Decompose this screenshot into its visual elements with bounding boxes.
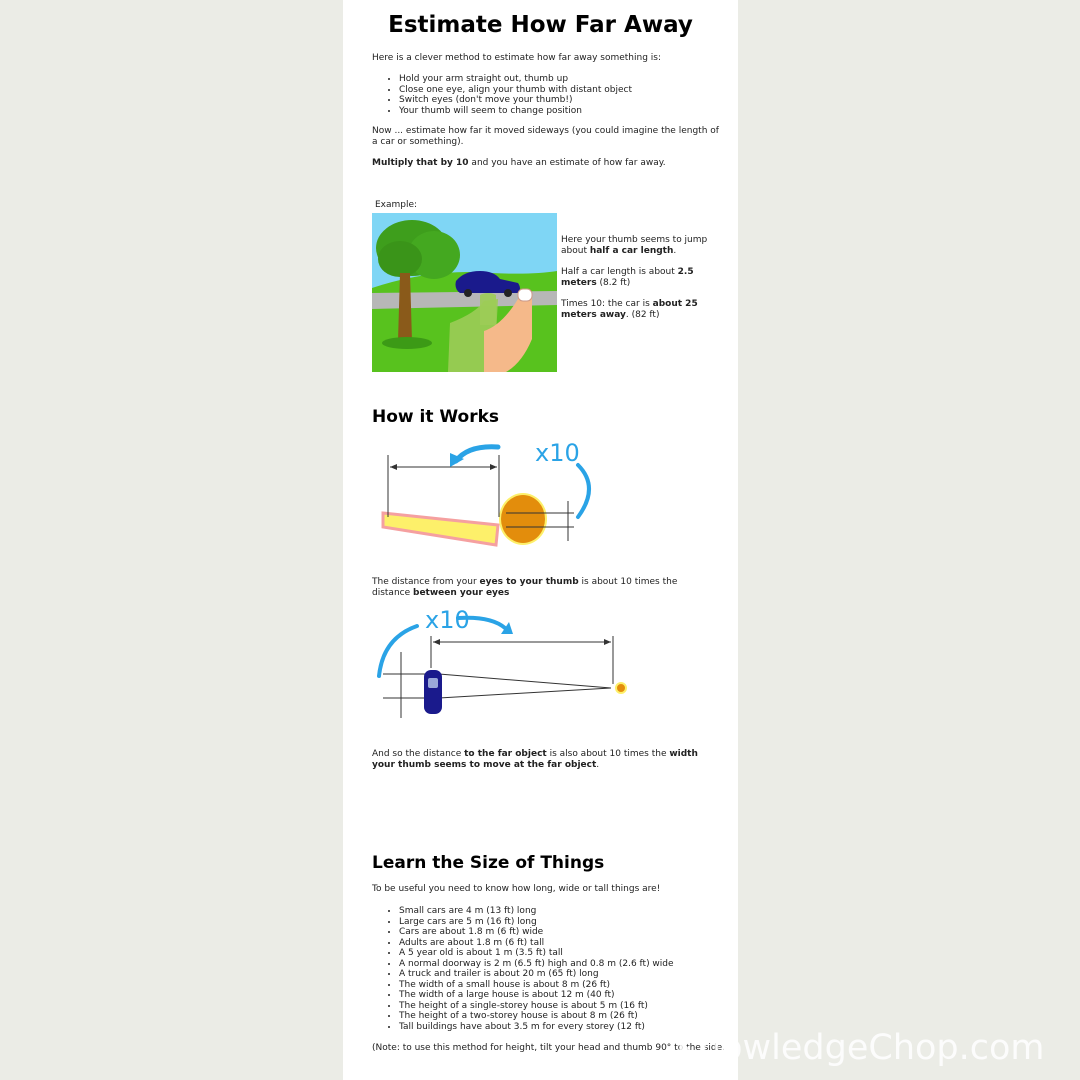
sizes-intro: To be useful you need to know how long, wide or tall things are! — [372, 884, 661, 894]
list-item: • The height of a single-storey house is about 5 m (16 ft) — [399, 1001, 759, 1012]
sizes-note: (Note: to use this method for height, tilt your head and thumb 90° to the side. — [372, 1043, 725, 1053]
list-item: • A normal doorway is 2 m (6.5 ft) high and 0.8 m (2.6 ft) wide — [399, 959, 759, 970]
multiply-rest: and you have an estimate of how far away. — [468, 158, 666, 168]
far-object-explanation: And so the distance to the far object is also about 10 times the width your thumb seems to move at the far object. — [372, 749, 698, 770]
list-item: • A 5 year old is about 1 m (3.5 ft) tall — [399, 948, 759, 959]
multiplier-label: x10 — [535, 439, 580, 467]
estimate-text: Now ... estimate how far it moved sideways (you could imagine the length of a car or something). — [372, 126, 719, 147]
arm-diagram — [378, 437, 608, 567]
list-item: • Tall buildings have about 3.5 m for every storey (12 ft) — [399, 1022, 759, 1033]
list-item: • Hold your arm straight out, thumb up — [399, 74, 759, 85]
far-object-diagram — [373, 606, 653, 722]
multiplier-label-2: x10 — [425, 606, 470, 634]
steps-list — [372, 74, 759, 116]
multiply-bold: Multiply that by 10 — [372, 158, 469, 168]
watermark: KnowledgeChop.com — [676, 1028, 1045, 1068]
list-item: • The width of a small house is about 8 m (26 ft) — [399, 980, 759, 991]
list-item: • Cars are about 1.8 m (6 ft) wide — [399, 927, 759, 938]
sizes-list — [372, 906, 759, 1032]
list-item: • Close one eye, align your thumb with distant object — [399, 85, 759, 96]
list-item: • Your thumb will seem to change position — [399, 106, 759, 117]
article-page — [343, 0, 738, 1080]
list-item: • Adults are about 1.8 m (6 ft) tall — [399, 938, 759, 949]
multiply-text — [372, 158, 722, 169]
list-item: • Switch eyes (don't move your thumb!) — [399, 95, 759, 106]
list-item: • The width of a large house is about 12 m (40 ft) — [399, 990, 759, 1001]
thumb-example-illustration — [372, 213, 557, 372]
page-title: Estimate How Far Away — [388, 12, 693, 38]
sizes-heading: Learn the Size of Things — [372, 853, 605, 873]
eyes-explanation: The distance from your eyes to your thumb is about 10 times the distance between your eyes — [372, 577, 678, 598]
list-item: • Small cars are 4 m (13 ft) long — [399, 906, 759, 917]
list-item: • The height of a two-storey house is about 8 m (26 ft) — [399, 1011, 759, 1022]
how-it-works-heading: How it Works — [372, 407, 500, 427]
list-item: • A truck and trailer is about 20 m (65 ft) long — [399, 969, 759, 980]
example-explanation: Here your thumb seems to jump about half a car length. Half a car length is about 2.5 meters (8.2 ft) Times 10: the car is about 25 meters away. (82 ft) — [561, 235, 708, 320]
intro-text: Here is a clever method to estimate how far away something is: — [372, 53, 662, 63]
list-item: • Large cars are 5 m (16 ft) long — [399, 917, 759, 928]
example-label: Example: — [375, 200, 418, 210]
